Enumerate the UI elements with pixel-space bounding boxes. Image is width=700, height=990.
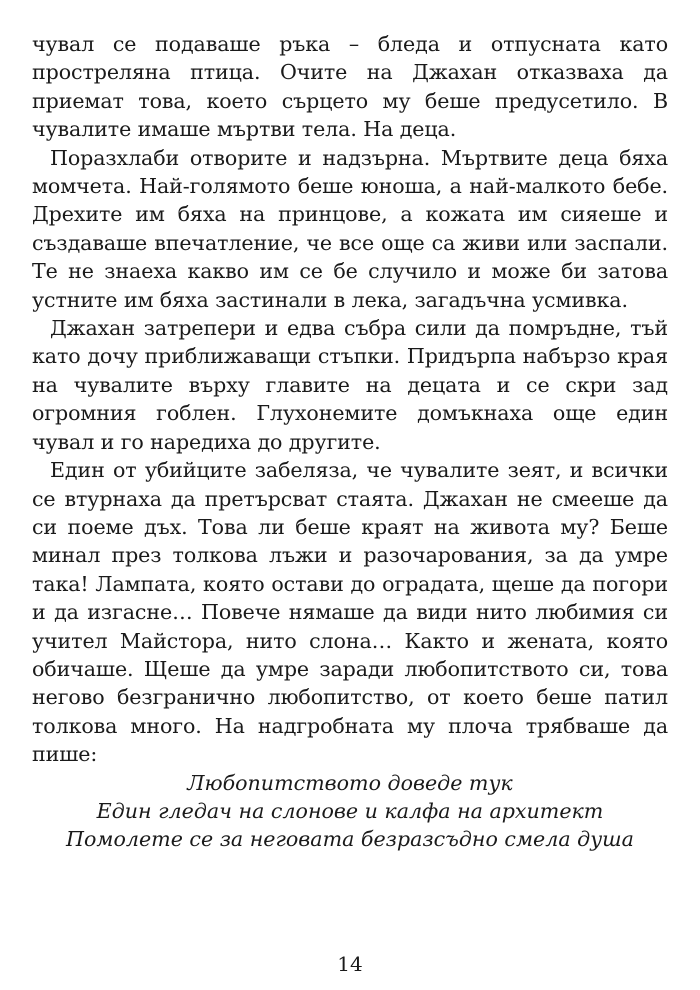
page-number: 14 — [337, 952, 363, 976]
epitaph — [32, 769, 668, 853]
epitaph-line: Един гледач на слонове и калфа на архитект — [96, 799, 604, 823]
paragraph-4: Един от убийците забеляза, че чувалите зеят, и всички се втурнаха да претърсват стаята. Джахан не смееше да си поеме дъх. Това ли беше краят на живота му? Беше минал през толкова лъжи и разочарования, за да умре така! Лампата, която остави до оградата, щеше да погори и да изгасне… Повече нямаше да види нито любимия си учител Майстора, нито слона… Както и жената, която обичаше. Щеше да умре заради любопитството си, това негово безгранично любопитство, от което беше патил толкова много. На надгробната му плоча трябваше да пише: — [32, 458, 668, 767]
page-body — [32, 30, 668, 769]
paragraph-1: чувал се подаваше ръка – бледа и отпусната като простреляна птица. Очите на Джахан отказваха да приемат това, което сърцето му беше предусетило. В чувалите имаше мъртви тела. На деца. — [32, 32, 668, 142]
paragraph-2: Поразхлаби отворите и надзърна. Мъртвите деца бяха момчета. Най-голямото беше юноша, а най-малкото бебе. Дрехите им бяха на принцове, а кожата им сияеше и създаваше впечатление, че все още са живи или заспали. Те не знаеха какво им се бе случило и може би затова устните им бяха застинали в лека, загадъчна усмивка. — [32, 145, 668, 312]
epitaph-line: Помолете се за неговата безразсъдно смела душа — [66, 827, 634, 851]
paragraph-3: Джахан затрепери и едва събра сили да помръдне, тъй като дочу приближаващи стъпки. Придърпа набързо края на чувалите върху главите на децата и се скри зад огромния гоблен. Глухонемите домъкнаха още един чувал и го наредиха до другите. — [32, 316, 668, 454]
epitaph-line: Любопитството доведе тук — [187, 771, 513, 795]
